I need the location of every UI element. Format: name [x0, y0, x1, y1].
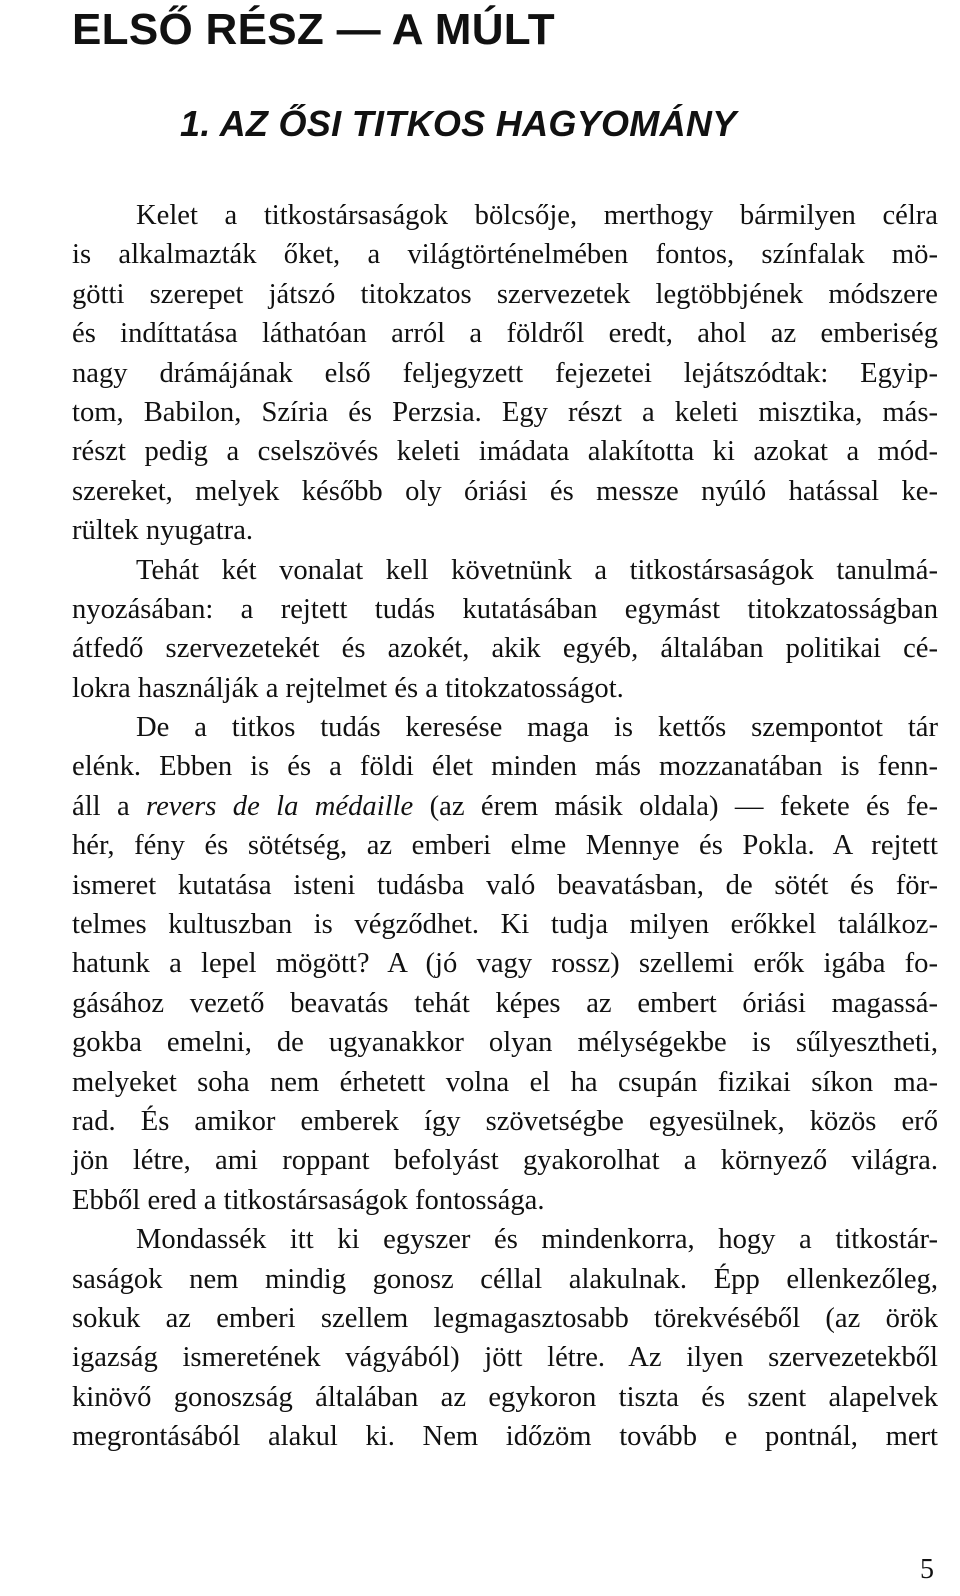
- page-number: 5: [920, 1554, 934, 1585]
- text-line: ismeret kutatása isteni tudásba való beavatásban, de sötét és för-: [72, 869, 938, 901]
- text-line: Kelet a titkostársaságok bölcsője, merthogy bármilyen célra: [136, 200, 938, 231]
- text-line: Mondassék itt ki egyszer és mindenkorra, hogy a titkostár-: [136, 1224, 938, 1256]
- italic-phrase: revers de la médaille: [146, 790, 414, 822]
- text-line: lokra használják a rejtelmet és a titokzatosságot.: [72, 672, 624, 704]
- text-line: sokuk az emberi szellem legmagasztosabb törekvéséből (az örök: [72, 1302, 938, 1334]
- text-line: De a titkos tudás keresése maga is kettős szempontot tár: [136, 712, 938, 744]
- text-line: nagy drámájának első feljegyzett fejezetei lejátszódtak: Egyip-: [72, 357, 938, 389]
- part-title: ELSŐ RÉSZ — A MÚLT: [72, 5, 555, 54]
- text-line: megrontásából alakul ki. Nem időzöm tovább e pontnál, mert: [72, 1421, 938, 1453]
- paragraph-4: [8, 1220, 938, 1456]
- paragraph-3: [8, 708, 938, 1220]
- text-line: melyeket soha nem érhetett volna el ha csupán fizikai síkon ma-: [72, 1066, 938, 1098]
- text-line: részt pedig a cselszövés keleti imádata alakította ki azokat a mód-: [72, 436, 938, 468]
- text-line: Tehát két vonalat kell követnünk a titkostársaságok tanulmá-: [136, 554, 938, 586]
- text-line: rad. És amikor emberek így szövetségbe egyesülnek, közös erő: [72, 1105, 938, 1137]
- text-line: gokba emelni, de ugyanakkor olyan mélységekbe is sűlyesztheti,: [72, 1027, 938, 1059]
- text-fragment: (az érem másik oldala) — fekete és fe-: [413, 790, 938, 822]
- text-line: nyozásában: a rejtett tudás kutatásában egymást titokzatosságban: [72, 593, 938, 625]
- text-line: telmes kultuszban is végződhet. Ki tudja milyen erőkkel találkoz-: [72, 909, 938, 941]
- paragraph-2: [8, 551, 938, 709]
- text-line: götti szerepet játszó titokzatos szervezetek legtöbbjének módszere: [72, 278, 938, 310]
- text-line: kinövő gonoszság általában az egykoron tiszta és szent alapelvek: [72, 1381, 938, 1413]
- text-line: tom, Babilon, Szíria és Perzsia. Egy részt a keleti misztika, más-: [72, 396, 938, 428]
- text-line: is alkalmazták őket, a világtörténelmében fontos, színfalak mö-: [72, 239, 938, 271]
- text-line: elénk. Ebben is és a földi élet minden más mozzanatában is fenn-: [72, 751, 938, 783]
- text-line: szereket, melyek később oly óriási és messze nyúló hatással ke-: [72, 475, 938, 507]
- text-line: saságok nem mindig gonosz céllal alakulnak. Épp ellenkezőleg,: [72, 1263, 938, 1295]
- text-line: hér, fény és sötétség, az emberi elme Mennye és Pokla. A rejtett: [72, 830, 938, 862]
- text-line: jön létre, ami roppant befolyást gyakorolhat a környező világra.: [72, 1145, 938, 1177]
- text-line: és indíttatása láthatóan arról a földről eredt, ahol az emberiség: [72, 318, 938, 350]
- paragraph-1: [8, 196, 938, 551]
- text-line: átfedő szervezetekét és azokét, akik egyéb, általában politikai cé-: [72, 633, 938, 665]
- text-line: gásához vezető beavatás tehát képes az embert óriási magassá-: [72, 987, 938, 1019]
- chapter-body: [8, 196, 938, 1457]
- text-line: rültek nyugatra.: [72, 515, 254, 547]
- text-fragment: áll a: [72, 790, 147, 822]
- text-line-with-italic: [8, 787, 938, 826]
- text-line: Ebből ered a titkostársaságok fontossága.: [72, 1184, 545, 1216]
- text-line: igazság ismeretének vágyából) jött létre. Az ilyen szervezetekből: [72, 1342, 938, 1374]
- text-line: hatunk a lepel mögött? A (jó vagy rossz) szellemi erők igába fo-: [72, 948, 938, 980]
- chapter-title: 1. AZ ŐSI TITKOS HAGYOMÁNY: [180, 103, 737, 144]
